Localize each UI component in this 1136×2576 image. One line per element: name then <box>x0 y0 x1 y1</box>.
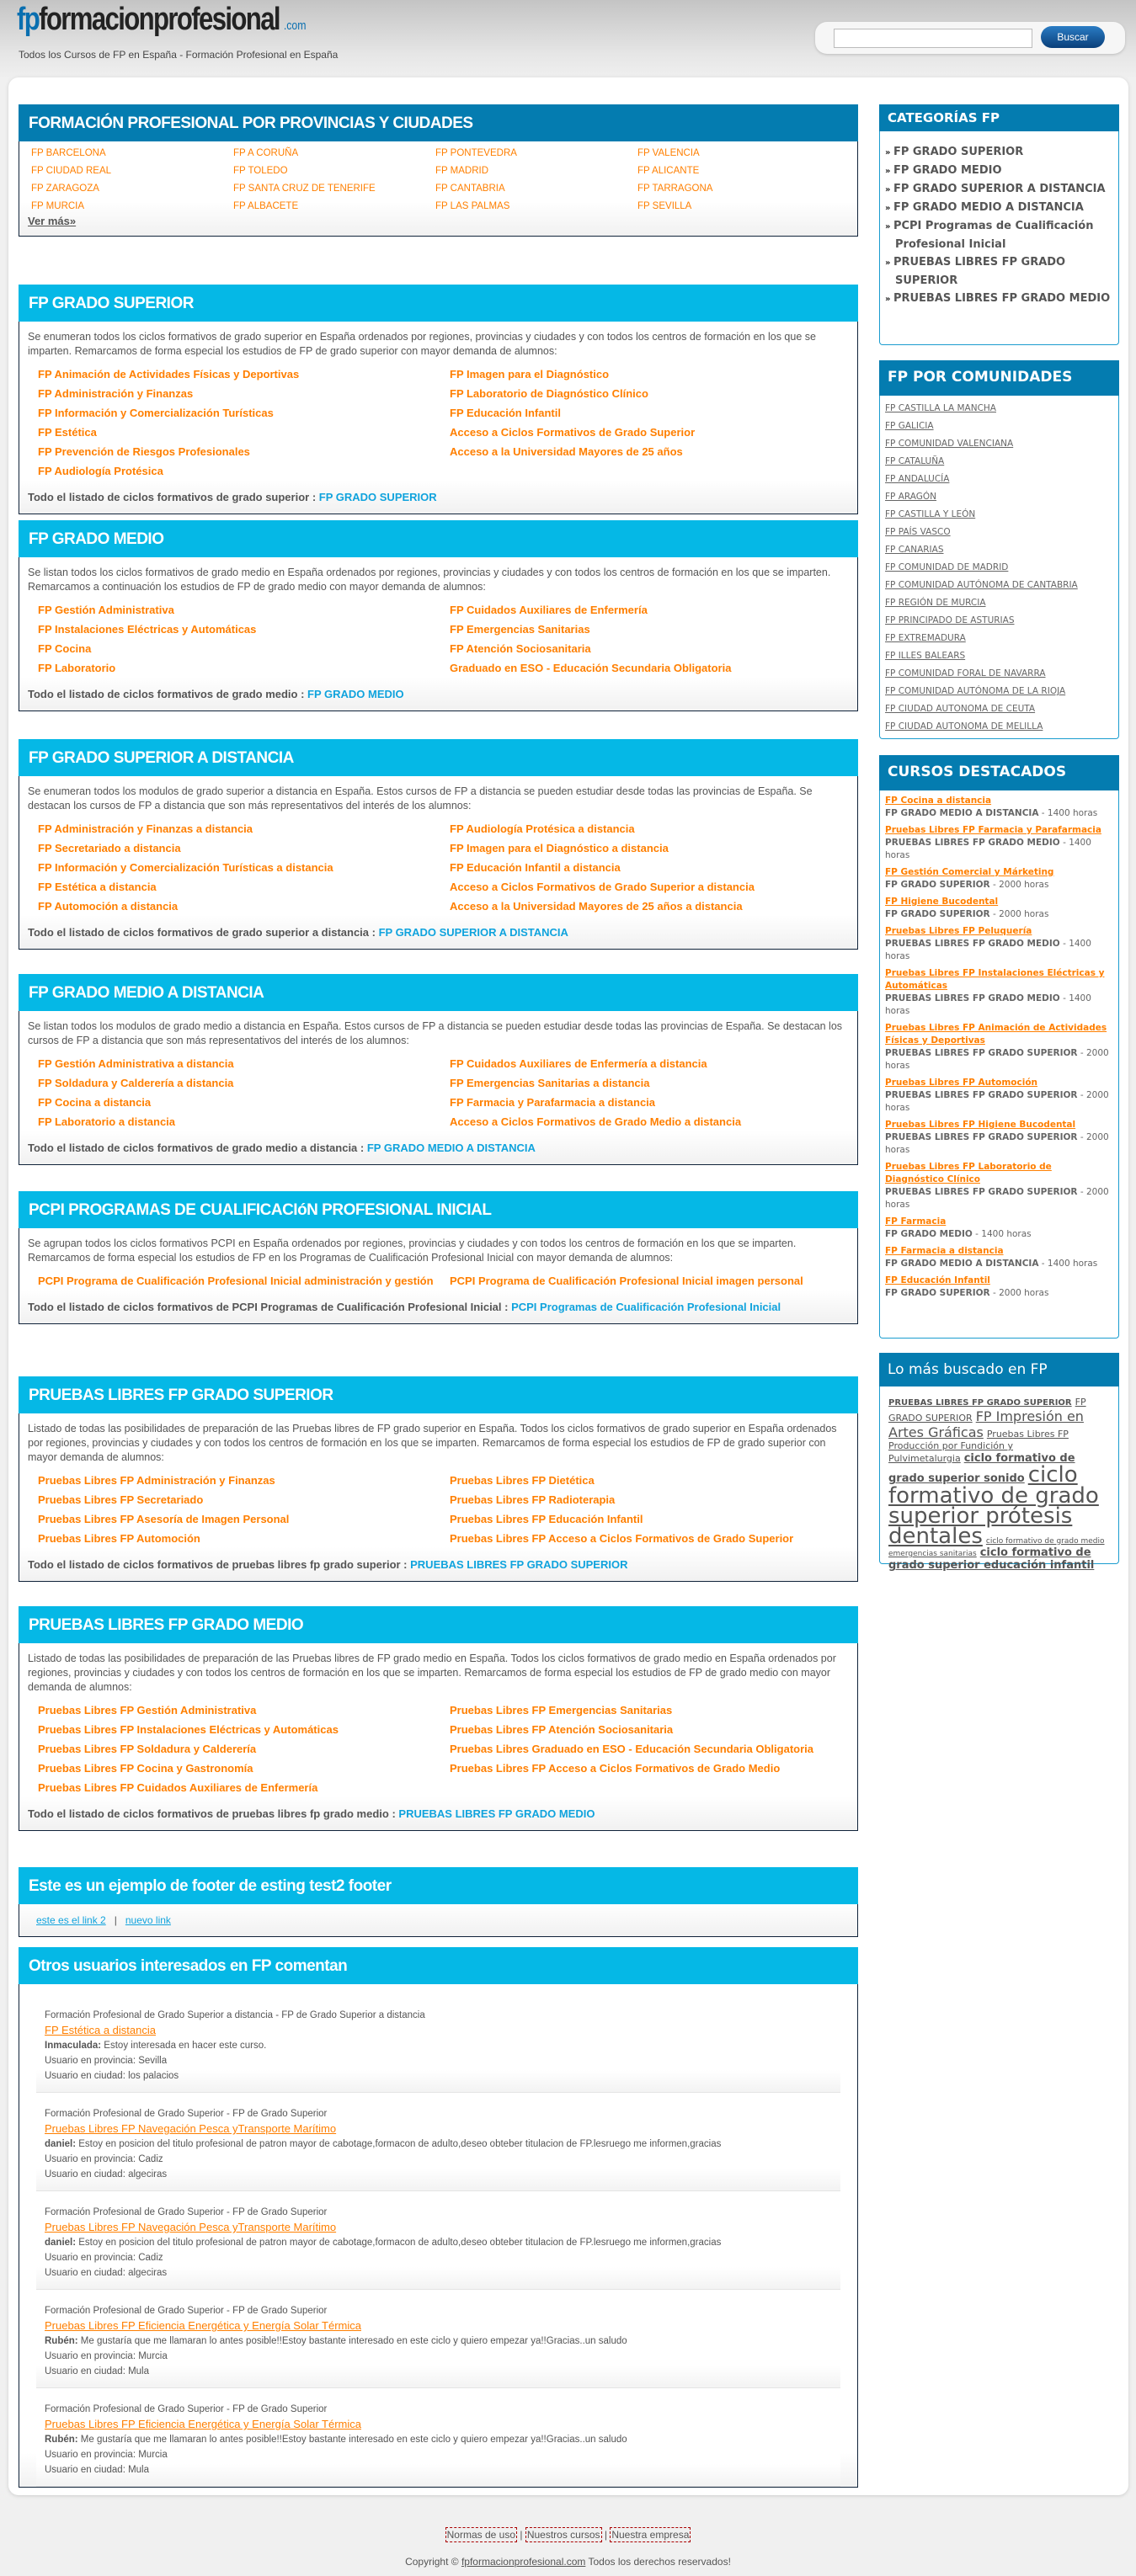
footer-example-link-2[interactable]: nuevo link <box>125 1914 171 1926</box>
provincias-list <box>19 141 857 211</box>
featured-course-link[interactable]: FP Higiene Bucodental <box>885 897 999 907</box>
comment-item <box>36 2388 840 2487</box>
all-link[interactable]: FP GRADO MEDIO A DISTANCIA <box>366 1142 536 1154</box>
comment-course-link[interactable]: Pruebas Libres FP Navegación Pesca yTransporte Marítimo <box>45 2221 337 2233</box>
featured-course-link[interactable]: Pruebas Libres FP Animación de Actividades Físicas y Deportivas <box>885 1023 1107 1046</box>
course-link[interactable]: FP Prevención de Riesgos Profesionales <box>38 445 250 458</box>
comunidad-link[interactable]: FP CIUDAD AUTONOMA DE CEUTA <box>885 704 1036 714</box>
site-header <box>0 0 1136 77</box>
course-link[interactable]: FP Farmacia y Parafarmacia a distancia <box>450 1096 656 1109</box>
search-form <box>815 22 1125 54</box>
featured-course-category: PRUEBAS LIBRES FP GRADO SUPERIOR <box>885 1090 1078 1100</box>
course-link[interactable]: FP Cuidados Auxiliares de Enfermería a distancia <box>450 1057 707 1070</box>
comment-category: Formación Profesional de Grado Superior - FP de Grado Superior <box>45 2207 328 2217</box>
tagline: Todos los Cursos de FP en España - Formación Profesional en España <box>19 49 339 61</box>
category-link[interactable]: » PCPI Programas de Cualificación Profesional Inicial <box>883 217 1115 253</box>
course-section <box>19 285 858 514</box>
tag-link[interactable]: ciclo formativo de grado medio emergencias sanitarias <box>888 1536 1105 1558</box>
separator: | <box>114 1914 117 1926</box>
comment-item <box>36 2093 840 2191</box>
all-link[interactable]: PCPI Programas de Cualificación Profesional Inicial <box>511 1301 781 1313</box>
cursos-title: CURSOS DESTACADOS <box>879 755 1119 790</box>
course-link[interactable]: Pruebas Libres FP Secretariado <box>38 1493 204 1506</box>
section-links <box>19 364 857 482</box>
footer-link-empresa[interactable]: Nuestra empresa <box>611 2529 690 2541</box>
section-title: FP GRADO SUPERIOR <box>19 285 858 322</box>
featured-course-hours: - 2000 horas <box>989 1288 1049 1298</box>
section-links <box>19 818 857 918</box>
comment-ciudad: Usuario en ciudad: Mula <box>45 2465 150 2475</box>
section-all <box>19 679 857 711</box>
featured-course <box>885 1161 1113 1211</box>
all-link[interactable]: PRUEBAS LIBRES FP GRADO MEDIO <box>398 1807 595 1820</box>
course-link[interactable]: Pruebas Libres FP Cuidados Auxiliares de Enfermería <box>38 1781 318 1794</box>
provincia-link[interactable]: FP A CORUÑA <box>233 148 299 158</box>
featured-course-hours: - 2000 horas <box>989 880 1049 890</box>
comunidad-link[interactable]: FP COMUNIDAD FORAL DE NAVARRA <box>885 668 1046 679</box>
all-link[interactable]: FP GRADO MEDIO <box>307 688 404 700</box>
category-link[interactable]: » PRUEBAS LIBRES FP GRADO MEDIO <box>883 290 1115 308</box>
comment-course-link[interactable]: Pruebas Libres FP Navegación Pesca yTransporte Marítimo <box>45 2122 337 2135</box>
comunidades-title: FP POR COMUNIDADES <box>879 360 1119 396</box>
course-link[interactable]: Acceso a la Universidad Mayores de 25 años <box>450 445 683 458</box>
section-intro: Se enumeran todos los modulos de grado superior a distancia en España. Estos cursos de FP a distancia se pueden estudiar desde todas las provincias de España. Se destacan los cursos de FP a distancia que son más representativos del interés de los alumnos: <box>28 785 813 812</box>
category-link[interactable]: » PRUEBAS LIBRES FP GRADO SUPERIOR <box>883 253 1115 290</box>
featured-course-link[interactable]: FP Gestión Comercial y Márketing <box>885 867 1054 877</box>
course-link[interactable]: Acceso a la Universidad Mayores de 25 años a distancia <box>450 900 743 913</box>
category-link[interactable]: » FP GRADO MEDIO A DISTANCIA <box>883 199 1115 217</box>
featured-course-category: FP GRADO MEDIO A DISTANCIA <box>885 1259 1039 1269</box>
course-section <box>19 1376 858 1582</box>
featured-course <box>885 866 1113 891</box>
course-link[interactable]: FP Información y Comercialización Turísticas a distancia <box>38 861 333 874</box>
provincia-link[interactable]: FP SEVILLA <box>637 201 692 211</box>
comment-ciudad: Usuario en ciudad: algeciras <box>45 2169 168 2179</box>
section-intro: Se listan todos los ciclos formativos de grado medio en España ordenados por regiones, provincias y ciudades y con todos los centros de formación en los que se imparten. Remarcamos a continuación los estudios de FP de grado medio con mayor demanda de alumnos: <box>28 567 831 593</box>
comments-box <box>19 1947 858 2488</box>
featured-course-link[interactable]: Pruebas Libres FP Instalaciones Eléctricas y Automáticas <box>885 968 1105 991</box>
footer-example-title: Este es un ejemplo de footer de esting test2 footer <box>19 1867 858 1904</box>
logo-fp: fp <box>17 2 40 37</box>
course-link[interactable]: FP Audiología Protésica <box>38 465 163 477</box>
comunidad-link[interactable]: FP REGIÓN DE MURCIA <box>885 598 986 608</box>
course-link[interactable]: FP Instalaciones Eléctricas y Automáticas <box>38 623 257 636</box>
comment-item <box>36 2290 840 2388</box>
tag-link[interactable]: ciclo formativo de grado superior educación infantil <box>888 1546 1095 1573</box>
course-link[interactable]: Graduado en ESO - Educación Secundaria Obligatoria <box>450 662 732 674</box>
footer-link-cursos[interactable]: Nuestros cursos <box>526 2529 600 2541</box>
featured-course-hours: - 2000 horas <box>885 1090 1109 1113</box>
course-link[interactable]: FP Información y Comercialización Turísticas <box>38 407 274 419</box>
course-link[interactable]: FP Atención Sociosanitaria <box>450 642 591 655</box>
comment-provincia: Usuario en provincia: Cadiz <box>45 2154 163 2164</box>
section-title: PRUEBAS LIBRES FP GRADO MEDIO <box>19 1606 858 1643</box>
all-label: Todo el listado de ciclos formativos de grado superior : <box>28 491 319 503</box>
section-all <box>19 1292 857 1323</box>
course-link[interactable]: Pruebas Libres FP Emergencias Sanitarias <box>450 1704 673 1716</box>
featured-course-category: FP GRADO SUPERIOR <box>885 1288 990 1298</box>
course-section <box>19 974 858 1165</box>
course-link[interactable]: FP Gestión Administrativa <box>38 604 174 616</box>
featured-course <box>885 824 1113 862</box>
course-link[interactable]: FP Emergencias Sanitarias a distancia <box>450 1077 650 1089</box>
course-link[interactable]: Pruebas Libres FP Atención Sociosanitaria <box>450 1723 674 1736</box>
course-link[interactable]: FP Laboratorio de Diagnóstico Clínico <box>450 387 648 400</box>
featured-course-category: FP GRADO SUPERIOR <box>885 880 990 890</box>
course-link[interactable]: Pruebas Libres FP Automoción <box>38 1532 200 1545</box>
course-link[interactable]: PCPI Programa de Cualificación Profesional Inicial imagen personal <box>450 1275 803 1287</box>
course-link[interactable]: FP Gestión Administrativa a distancia <box>38 1057 234 1070</box>
comunidad-link[interactable]: FP COMUNIDAD VALENCIANA <box>885 439 1014 449</box>
tag-link[interactable]: FP Impresión en Artes Gráficas <box>888 1408 1084 1441</box>
comment-category: Formación Profesional de Grado Superior - FP de Grado Superior <box>45 2404 328 2414</box>
featured-course-category: PRUEBAS LIBRES FP GRADO SUPERIOR <box>885 1187 1078 1197</box>
course-link[interactable]: FP Estética <box>38 426 97 439</box>
course-link[interactable]: FP Soldadura y Calderería a distancia <box>38 1077 234 1089</box>
provincia-link[interactable]: FP SANTA CRUZ DE TENERIFE <box>233 184 376 194</box>
featured-course <box>885 1119 1113 1157</box>
course-link[interactable]: Pruebas Libres FP Administración y Finanzas <box>38 1474 275 1487</box>
copyright-text: Copyright © <box>405 2556 461 2568</box>
course-link[interactable]: FP Emergencias Sanitarias <box>450 623 590 636</box>
section-all <box>19 1550 857 1581</box>
comment-ciudad: Usuario en ciudad: Mula <box>45 2366 150 2376</box>
course-link[interactable]: Pruebas Libres FP Dietética <box>450 1474 595 1487</box>
section-links <box>19 599 857 679</box>
course-link[interactable]: Pruebas Libres FP Acceso a Ciclos Formativos de Grado Superior <box>450 1532 794 1545</box>
category-link[interactable]: » FP GRADO SUPERIOR <box>883 143 1115 162</box>
course-section <box>19 739 858 950</box>
separator: | <box>604 2529 607 2541</box>
logo-com: .com <box>283 19 307 33</box>
tag-link[interactable]: FP GRADO SUPERIOR <box>888 1397 1086 1424</box>
course-link[interactable]: PCPI Programa de Cualificación Profesional Inicial administración y gestión <box>38 1275 434 1287</box>
comunidad-link[interactable]: FP CASTILLA Y LEÓN <box>885 509 976 519</box>
comment-user: daniel: <box>45 2139 77 2149</box>
featured-course-hours: - 1400 horas <box>885 838 1091 860</box>
course-link[interactable]: FP Automoción a distancia <box>38 900 179 913</box>
section-all <box>19 918 857 949</box>
search-button[interactable]: Buscar <box>1041 26 1105 48</box>
course-link[interactable]: FP Laboratorio a distancia <box>38 1115 176 1128</box>
course-link[interactable]: FP Secretariado a distancia <box>38 842 181 854</box>
course-link[interactable]: Acceso a Ciclos Formativos de Grado Superior a distancia <box>450 881 755 893</box>
featured-course-category: PRUEBAS LIBRES FP GRADO SUPERIOR <box>885 1132 1078 1142</box>
featured-course <box>885 925 1113 963</box>
provincia-link[interactable]: FP PONTEVEDRA <box>435 148 517 158</box>
comment-course-link[interactable]: Pruebas Libres FP Eficiencia Energética y Energía Solar Térmica <box>45 2319 361 2332</box>
featured-course <box>885 1245 1113 1270</box>
course-link[interactable]: Pruebas Libres FP Acceso a Ciclos Formativos de Grado Medio <box>450 1762 781 1775</box>
section-intro: Se enumeran todos los ciclos formativos de grado superior en España ordenados por regiones, provincias y ciudades y con todos los centros de formación en los que se imparten. Remarcamos de forma especial los estudios de FP de grado superior con mayor demanda de alumnos: <box>28 331 816 357</box>
provincia-link[interactable]: FP CANTABRIA <box>435 184 505 194</box>
course-link[interactable]: FP Audiología Protésica a distancia <box>450 822 635 835</box>
all-label: Todo el listado de ciclos formativos de grado medio : <box>28 688 308 700</box>
featured-course-category: FP GRADO MEDIO A DISTANCIA <box>885 808 1039 818</box>
comment-text: Me gustaría que me llamaran lo antes posible!!Estoy bastante interesado en este ciclo y quiero empezar ya!!Gracias..un saludo <box>77 2435 627 2445</box>
course-section <box>19 1606 858 1831</box>
course-link[interactable]: FP Educación Infantil a distancia <box>450 861 621 874</box>
course-section <box>19 520 858 711</box>
course-link[interactable]: Pruebas Libres FP Radioterapia <box>450 1493 616 1506</box>
section-title: PRUEBAS LIBRES FP GRADO SUPERIOR <box>19 1376 858 1413</box>
section-all <box>19 1133 857 1164</box>
featured-course <box>885 967 1113 1018</box>
all-label: Todo el listado de ciclos formativos de pruebas libres fp grado medio : <box>28 1807 399 1820</box>
featured-course-hours: - 1400 horas <box>885 993 1091 1016</box>
all-link[interactable]: PRUEBAS LIBRES FP GRADO SUPERIOR <box>410 1558 628 1571</box>
comunidad-link[interactable]: FP COMUNIDAD AUTÓNOMA DE CANTABRIA <box>885 580 1078 590</box>
comment-user: Rubén: <box>45 2435 78 2445</box>
comment-ciudad: Usuario en ciudad: los palacios <box>45 2071 179 2081</box>
comunidad-link[interactable]: FP ILLES BALEARS <box>885 651 966 661</box>
tag-link[interactable]: PRUEBAS LIBRES FP GRADO SUPERIOR <box>888 1398 1072 1408</box>
provincia-link[interactable]: FP ALBACETE <box>233 201 299 211</box>
comment-text: Estoy interesada en hacer este curso. <box>101 2041 267 2051</box>
section-title: FP GRADO MEDIO A DISTANCIA <box>19 974 858 1011</box>
footer-link-normas[interactable]: Normas de uso <box>446 2529 515 2541</box>
comment-course-link[interactable]: FP Estética a distancia <box>45 2024 156 2036</box>
section-intro: Se listan todos los modulos de grado medio a distancia en España. Estos cursos de FP a distancia se pueden estudiar desde todas las provincias de España. Se destacan los cursos de FP a distancia que son más representativos del interés de los alumnos: <box>28 1020 843 1046</box>
all-label: Todo el listado de ciclos formativos de grado medio a distancia : <box>28 1142 367 1154</box>
comunidad-link[interactable]: FP CIUDAD AUTONOMA DE MELILLA <box>885 721 1043 732</box>
tag-link[interactable]: Pruebas Libres FP Producción por Fundición y Pulvimetalurgia <box>888 1429 1069 1464</box>
featured-course-category: PRUEBAS LIBRES FP GRADO MEDIO <box>885 939 1060 949</box>
section-intro: Se agrupan todos los ciclos formativos PCPI en España ordenados por regiones, provincias y ciudades y con todos los centros de formación en los que se imparten. Remarcamos de forma especial los estudios de FP en los Programas de Cualificación Profesional Inicial con mayor demanda de alumnos: <box>28 1237 797 1264</box>
course-link[interactable]: FP Laboratorio <box>38 662 116 674</box>
featured-course <box>885 1275 1113 1300</box>
section-links <box>19 1470 857 1550</box>
section-title: FP GRADO MEDIO <box>19 520 858 557</box>
comunidad-link[interactable]: FP CANARIAS <box>885 545 944 555</box>
course-link[interactable]: FP Animación de Actividades Físicas y Deportivas <box>38 368 300 381</box>
course-link[interactable]: FP Cuidados Auxiliares de Enfermería <box>450 604 648 616</box>
comment-provincia: Usuario en provincia: Murcia <box>45 2351 168 2361</box>
comunidad-link[interactable]: FP CASTILLA LA MANCHA <box>885 403 996 413</box>
category-link[interactable]: » FP GRADO SUPERIOR A DISTANCIA <box>883 180 1115 199</box>
comunidad-link[interactable]: FP GALICIA <box>885 421 934 431</box>
logo-name: formacionprofesional <box>39 2 280 37</box>
featured-course <box>885 1022 1113 1072</box>
categorias-title: CATEGORÍAS FP <box>879 104 1119 131</box>
section-all <box>19 482 857 514</box>
course-link[interactable]: Pruebas Libres Graduado en ESO - Educación Secundaria Obligatoria <box>450 1743 813 1755</box>
provincia-link[interactable]: FP MADRID <box>435 166 489 176</box>
featured-course-link[interactable]: FP Farmacia a distancia <box>885 1246 1004 1256</box>
tag-link[interactable]: ciclo formativo de grado superior sonido <box>888 1451 1075 1486</box>
course-link[interactable]: FP Imagen para el Diagnóstico <box>450 368 610 381</box>
comunidad-link[interactable]: FP PAÍS VASCO <box>885 527 951 537</box>
categorias-box <box>879 104 1119 345</box>
course-link[interactable]: Acceso a Ciclos Formativos de Grado Superior <box>450 426 696 439</box>
footer-example-box <box>19 1867 858 1937</box>
course-link[interactable]: FP Educación Infantil <box>450 407 561 419</box>
comment-category: Formación Profesional de Grado Superior - FP de Grado Superior <box>45 2109 328 2119</box>
featured-course-category: FP GRADO MEDIO <box>885 1229 973 1239</box>
comment-provincia: Usuario en provincia: Cadiz <box>45 2253 163 2263</box>
site-logo[interactable] <box>17 2 310 38</box>
course-link[interactable]: Pruebas Libres FP Cocina y Gastronomía <box>38 1762 253 1775</box>
comment-user: Inmaculada: <box>45 2041 102 2051</box>
provincia-link[interactable]: FP TOLEDO <box>233 166 288 176</box>
comunidad-link[interactable]: FP COMUNIDAD AUTÓNOMA DE LA RIOJA <box>885 686 1066 696</box>
separator: | <box>520 2529 523 2541</box>
provincias-box <box>19 104 858 237</box>
all-label: Todo el listado de ciclos formativos de pruebas libres fp grado superior : <box>28 1558 411 1571</box>
course-section <box>19 1191 858 1324</box>
comunidad-link[interactable]: FP EXTREMADURA <box>885 633 966 643</box>
featured-course-hours: - 1400 horas <box>972 1229 1032 1239</box>
featured-course-hours: - 1400 horas <box>885 939 1091 961</box>
course-link[interactable]: FP Imagen para el Diagnóstico a distancia <box>450 842 669 854</box>
comment-item <box>36 2191 840 2290</box>
featured-course-hours: - 2000 horas <box>885 1132 1109 1155</box>
featured-course-category: PRUEBAS LIBRES FP GRADO MEDIO <box>885 993 1060 1003</box>
provincia-link[interactable]: FP CIUDAD REAL <box>31 166 112 176</box>
comment-body <box>45 2137 832 2152</box>
tag-link[interactable]: ciclo formativo de grado superior prótesis dentales <box>888 1462 1099 1549</box>
section-links <box>19 1053 857 1133</box>
featured-course-link[interactable]: Pruebas Libres FP Peluquería <box>885 926 1032 936</box>
comment-user: Rubén: <box>45 2336 78 2346</box>
site-footer <box>0 2529 1136 2568</box>
featured-course-link[interactable]: FP Cocina a distancia <box>885 796 992 806</box>
rights-text: Todos los derechos reservados! <box>585 2556 731 2568</box>
comunidades-box <box>879 360 1119 739</box>
featured-course-hours: - 2000 horas <box>885 1187 1109 1210</box>
featured-course <box>885 1216 1113 1241</box>
course-link[interactable]: FP Cocina a distancia <box>38 1096 152 1109</box>
footer-example-link-1[interactable]: este es el link 2 <box>36 1914 106 1926</box>
comment-course-link[interactable]: Pruebas Libres FP Eficiencia Energética y Energía Solar Térmica <box>45 2418 361 2430</box>
comment-text: Me gustaría que me llamaran lo antes posible!!Estoy bastante interesado en este ciclo y quiero empezar ya!!Gracias..un saludo <box>77 2336 627 2346</box>
course-link[interactable]: Pruebas Libres FP Educación Infantil <box>450 1513 643 1525</box>
featured-course <box>885 896 1113 921</box>
provincia-link[interactable]: FP ZARAGOZA <box>31 184 99 194</box>
cursos-box <box>879 755 1119 1339</box>
course-link[interactable]: FP Cocina <box>38 642 92 655</box>
comunidad-link[interactable]: FP CATALUÑA <box>885 456 945 466</box>
provincia-link[interactable]: FP MURCIA <box>31 201 85 211</box>
featured-course-hours: - 2000 horas <box>885 1048 1109 1071</box>
section-all <box>19 1799 857 1830</box>
featured-course-link[interactable]: Pruebas Libres FP Farmacia y Parafarmacia <box>885 825 1101 835</box>
provincia-link[interactable]: FP ALICANTE <box>637 166 700 176</box>
comment-provincia: Usuario en provincia: Murcia <box>45 2450 168 2460</box>
featured-course <box>885 795 1113 820</box>
featured-course-link[interactable]: FP Farmacia <box>885 1216 947 1227</box>
featured-course-hours: - 1400 horas <box>1038 1259 1098 1269</box>
comment-user: daniel: <box>45 2238 77 2248</box>
provincia-link[interactable]: FP TARRAGONA <box>637 184 713 194</box>
featured-course-link[interactable]: FP Educación Infantil <box>885 1275 990 1285</box>
comment-category: Formación Profesional de Grado Superior - FP de Grado Superior <box>45 2306 328 2316</box>
featured-course-hours: - 2000 horas <box>989 909 1049 919</box>
course-link[interactable]: Acceso a Ciclos Formativos de Grado Medio a distancia <box>450 1115 742 1128</box>
all-link[interactable]: FP GRADO SUPERIOR A DISTANCIA <box>378 926 568 939</box>
buscado-title: Lo más buscado en FP <box>879 1353 1119 1386</box>
course-link[interactable]: Pruebas Libres FP Gestión Administrativa <box>38 1704 257 1716</box>
comunidad-link[interactable]: FP ARAGÓN <box>885 492 937 502</box>
site-link[interactable]: fpformacionprofesional.com <box>461 2556 586 2568</box>
all-link[interactable]: FP GRADO SUPERIOR <box>318 491 437 503</box>
comment-ciudad: Usuario en ciudad: algeciras <box>45 2268 168 2278</box>
featured-course-link[interactable]: Pruebas Libres FP Automoción <box>885 1078 1038 1088</box>
comment-body <box>45 2038 832 2053</box>
featured-course-link[interactable]: Pruebas Libres FP Higiene Bucodental <box>885 1120 1076 1130</box>
comment-text: Estoy en posicion del titulo profesional de patron mayor de cabotage,formacon de adulto,deseo obteber titulacion de FP.lesruego me informen,gracias <box>76 2238 722 2248</box>
comment-item <box>36 1994 840 2093</box>
section-intro: Listado de todas las posibilidades de preparación de las Pruebas libres de FP grado medio en España. Todos los ciclos formativos de grado medio en España ordenados por regiones, provincias y ciudades y con todos los centros de formación en los que se imparten. Remarcamos de forma especial los estudios de FP de grado medio con mayor demanda de alumnos: <box>28 1653 836 1693</box>
comments-title: Otros usuarios interesados en FP comentan <box>19 1947 858 1984</box>
ver-mas-link[interactable]: Ver más» <box>28 215 77 227</box>
course-link[interactable]: Pruebas Libres FP Soldadura y Calderería <box>38 1743 257 1755</box>
section-title: PCPI PROGRAMAS DE CUALIFICACIóN PROFESIONAL INICIAL <box>19 1191 858 1228</box>
course-link[interactable]: Pruebas Libres FP Instalaciones Eléctricas y Automáticas <box>38 1723 339 1736</box>
comment-provincia: Usuario en provincia: Sevilla <box>45 2056 168 2066</box>
all-label: Todo el listado de ciclos formativos de PCPI Programas de Cualificación Profesional Inicial : <box>28 1301 512 1313</box>
provincia-link[interactable]: FP BARCELONA <box>31 148 106 158</box>
section-title: FP GRADO SUPERIOR A DISTANCIA <box>19 739 858 776</box>
buscado-box <box>879 1353 1119 1573</box>
featured-course-link[interactable]: Pruebas Libres FP Laboratorio de Diagnóstico Clínico <box>885 1162 1052 1184</box>
comment-body <box>45 2432 832 2447</box>
provincia-link[interactable]: FP LAS PALMAS <box>435 201 510 211</box>
featured-course-hours: - 1400 horas <box>1038 808 1098 818</box>
course-link[interactable]: FP Administración y Finanzas <box>38 387 194 400</box>
comunidad-link[interactable]: FP COMUNIDAD DE MADRID <box>885 562 1009 572</box>
comunidad-link[interactable]: FP PRINCIPADO DE ASTURIAS <box>885 615 1015 625</box>
comment-body <box>45 2334 832 2349</box>
course-link[interactable]: Pruebas Libres FP Asesoría de Imagen Personal <box>38 1513 290 1525</box>
comunidad-link[interactable]: FP ANDALUCÍA <box>885 474 950 484</box>
section-intro: Listado de todas las posibilidades de preparación de las Pruebas libres de FP grado superior en España. Todos los ciclos formativos de grado superior en España ordenados por regiones, provincias y ciudades y con todos los centros de formación en los que se imparten. Remarcamos de forma especial los estudios de FP de grado superior con mayor demanda de alumnos: <box>28 1423 837 1463</box>
comment-category: Formación Profesional de Grado Superior a distancia - FP de Grado Superior a distancia <box>45 2010 425 2020</box>
featured-course-category: PRUEBAS LIBRES FP GRADO SUPERIOR <box>885 1048 1078 1058</box>
comment-text: Estoy en posicion del titulo profesional de patron mayor de cabotage,formacon de adulto,deseo obteber titulacion de FP.lesruego me informen,gracias <box>76 2139 722 2149</box>
course-link[interactable]: FP Estética a distancia <box>38 881 157 893</box>
featured-course <box>885 1077 1113 1115</box>
comment-body <box>45 2235 832 2250</box>
featured-course-category: PRUEBAS LIBRES FP GRADO MEDIO <box>885 838 1060 848</box>
course-link[interactable]: FP Administración y Finanzas a distancia <box>38 822 253 835</box>
section-links <box>19 1700 857 1799</box>
category-link[interactable]: » FP GRADO MEDIO <box>883 162 1115 180</box>
provincia-link[interactable]: FP VALENCIA <box>637 148 700 158</box>
search-input[interactable] <box>834 29 1032 48</box>
all-label: Todo el listado de ciclos formativos de grado superior a distancia : <box>28 926 379 939</box>
section-links <box>19 1270 857 1292</box>
featured-course-category: FP GRADO SUPERIOR <box>885 909 990 919</box>
provincias-title: FORMACIÓN PROFESIONAL POR PROVINCIAS Y CIUDADES <box>19 104 858 141</box>
